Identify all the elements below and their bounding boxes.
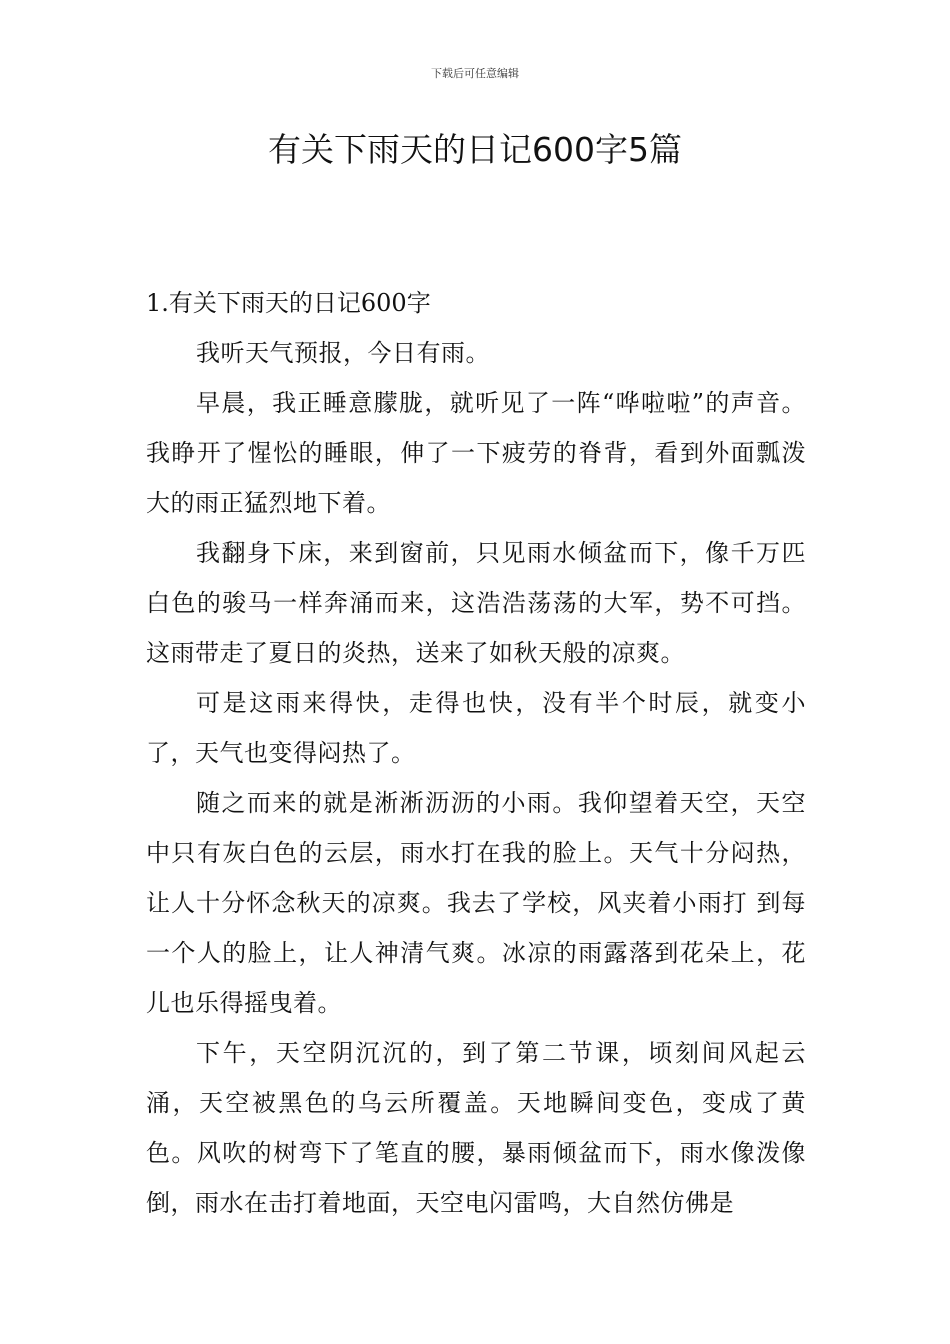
header-note: 下载后可任意编辑 [431, 67, 519, 80]
section-heading: 1.有关下雨天的日记600字 [146, 289, 431, 317]
paragraph: 下午，天空阴沉沉的，到了第二节课，顷刻间风起云涌，天空被黑色的乌云所覆盖。天地瞬间变色，变成了黄色。风吹的树弯下了笔直的腰，暴雨倾盆而下，雨水像泼像倒，雨水在击打着地面，天空电闪雷鸣，大自然仿佛是 [146, 1039, 806, 1217]
paragraph: 我翻身下床，来到窗前，只见雨水倾盆而下，像千万匹白色的骏马一样奔涌而来，这浩浩荡荡的大军，势不可挡。这雨带走了夏日的炎热，送来了如秋天般的凉爽。 [146, 539, 806, 667]
document-body [146, 278, 806, 1228]
paragraph: 随之而来的就是淅淅沥沥的小雨。我仰望着天空，天空中只有灰白色的云层，雨水打在我的脸上。天气十分闷热，让人十分怀念秋天的凉爽。我去了学校，风夹着小雨打 到每一个人的脸上，让人神清气爽。冰凉的雨露落到花朵上，花儿也乐得摇曳着。 [146, 789, 806, 1017]
document-title: 有关下雨天的日记600字5篇 [268, 130, 682, 169]
paragraph: 可是这雨来得快，走得也快，没有半个时辰，就变小了，天气也变得闷热了。 [146, 689, 806, 767]
paragraph: 我听天气预报，今日有雨。 [196, 339, 490, 367]
paragraph: 早晨，我正睡意朦胧，就听见了一阵“哗啦啦”的声音。我睁开了惺忪的睡眼，伸了一下疲劳的脊背，看到外面瓢泼大的雨正猛烈地下着。 [146, 389, 806, 517]
